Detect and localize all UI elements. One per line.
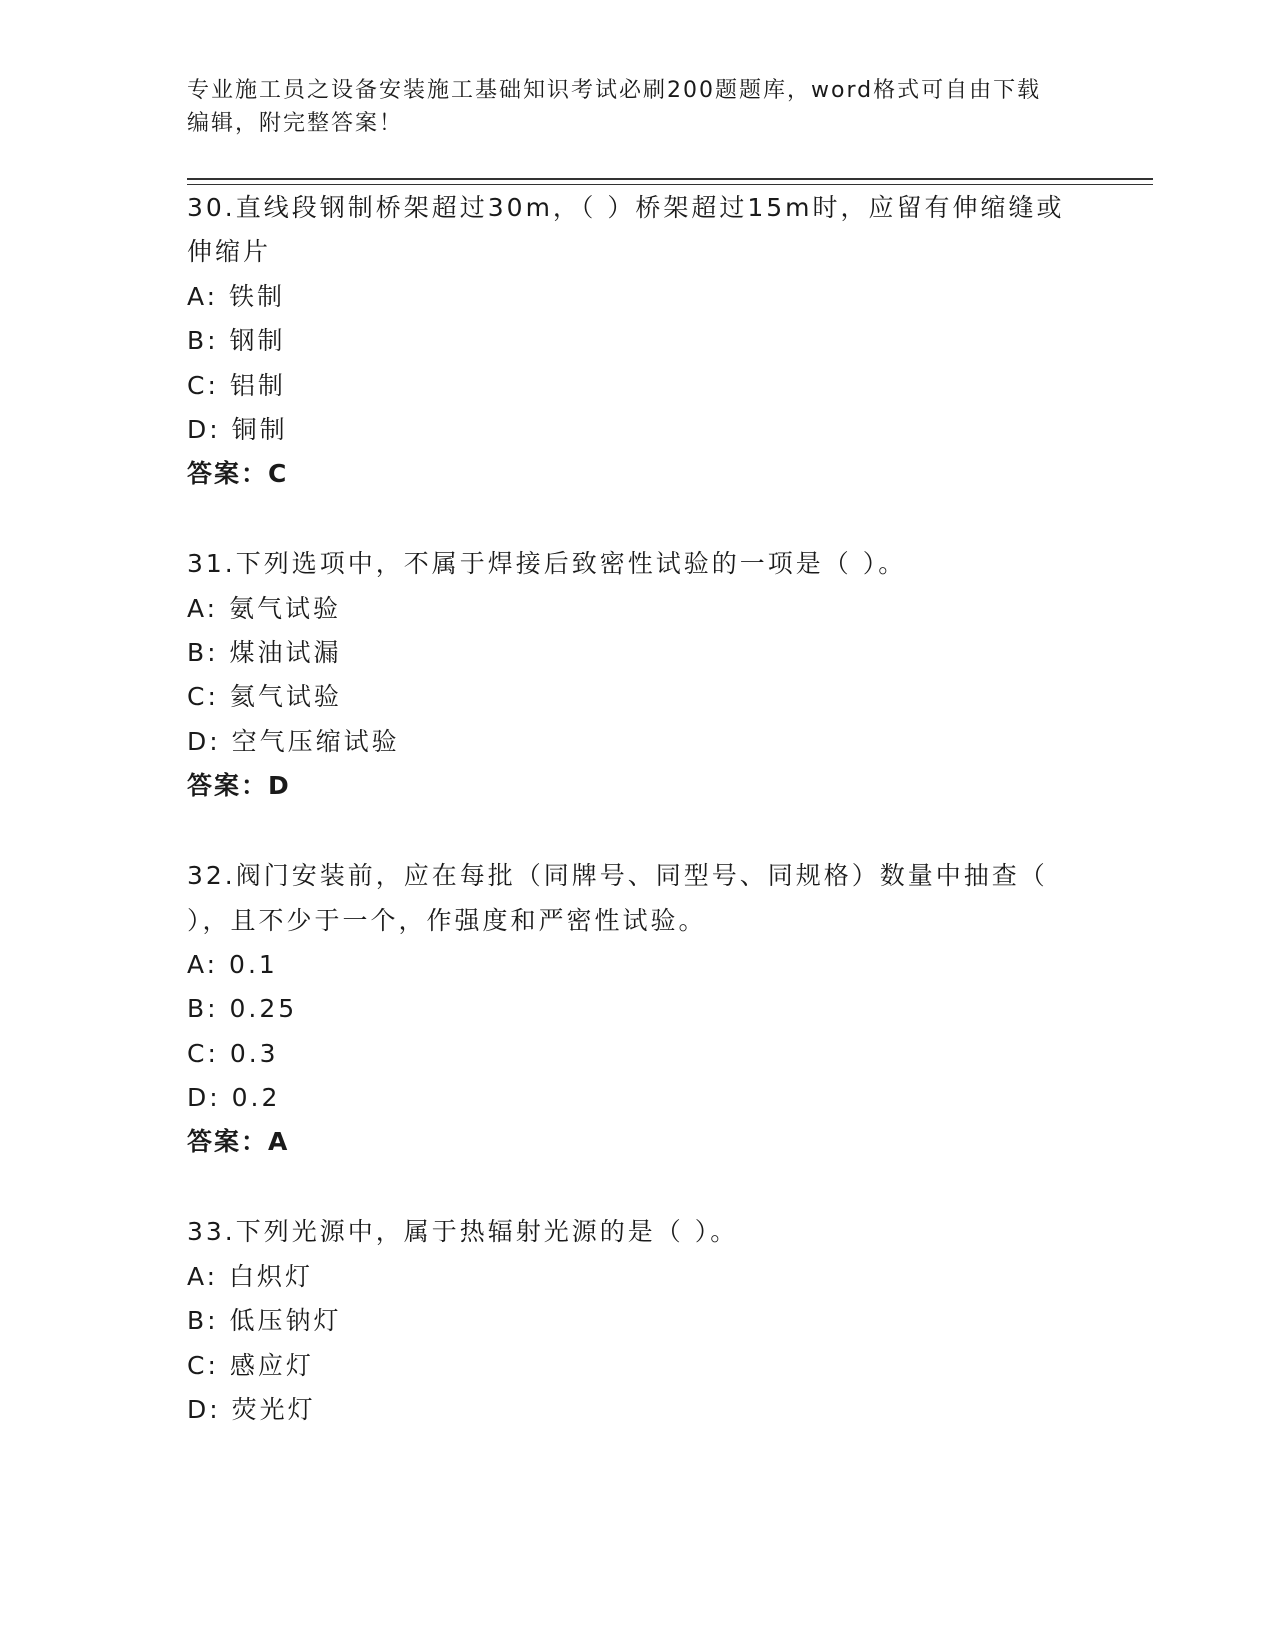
question-32-stem-line-1: 32.阀门安装前，应在每批（同牌号、同型号、同规格）数量中抽查（ bbox=[187, 861, 1048, 890]
question-32-option-d: D: 0.2 bbox=[187, 1083, 281, 1112]
question-32-option-c: C: 0.3 bbox=[187, 1039, 279, 1068]
question-33-option-b: B: 低压钠灯 bbox=[187, 1306, 342, 1335]
question-33-option-d: D: 荧光灯 bbox=[187, 1395, 316, 1424]
question-31-option-b: B: 煤油试漏 bbox=[187, 638, 342, 667]
header-divider-thick bbox=[187, 178, 1153, 180]
question-33-option-a: A: 白炽灯 bbox=[187, 1262, 314, 1291]
document-header bbox=[187, 74, 1087, 140]
question-31-answer: 答案：D bbox=[187, 771, 291, 800]
question-30-stem-line-2: 伸缩片 bbox=[187, 237, 272, 266]
question-31-option-c: C: 氦气试验 bbox=[187, 682, 342, 711]
question-30-answer: 答案：C bbox=[187, 459, 289, 488]
question-33-option-c: C: 感应灯 bbox=[187, 1351, 314, 1380]
question-30-option-c: C: 铝制 bbox=[187, 371, 286, 400]
question-32-option-a: A: 0.1 bbox=[187, 950, 278, 979]
header-divider-thin bbox=[187, 184, 1153, 185]
header-line-1: 专业施工员之设备安装施工基础知识考试必刷200题题库，word格式可自由下载 bbox=[187, 78, 1042, 103]
question-32-answer: 答案：A bbox=[187, 1127, 290, 1156]
question-32-option-b: B: 0.25 bbox=[187, 994, 298, 1023]
question-30-option-b: B: 钢制 bbox=[187, 326, 286, 355]
question-31-option-d: D: 空气压缩试验 bbox=[187, 727, 400, 756]
question-31-stem-line-1: 31.下列选项中，不属于焊接后致密性试验的一项是（ ）。 bbox=[187, 549, 907, 578]
question-30-option-d: D: 铜制 bbox=[187, 415, 288, 444]
question-32-stem-line-2: ），且不少于一个，作强度和严密性试验。 bbox=[187, 906, 707, 935]
question-31-option-a: A: 氨气试验 bbox=[187, 594, 342, 623]
question-30-option-a: A: 铁制 bbox=[187, 282, 286, 311]
header-line-2: 编辑，附完整答案！ bbox=[187, 111, 404, 136]
question-33-stem-line-1: 33.下列光源中，属于热辐射光源的是（ ）。 bbox=[187, 1217, 739, 1246]
question-30-stem-line-1: 30.直线段钢制桥架超过30m，（ ）桥架超过15m时，应留有伸缩缝或 bbox=[187, 193, 1065, 222]
